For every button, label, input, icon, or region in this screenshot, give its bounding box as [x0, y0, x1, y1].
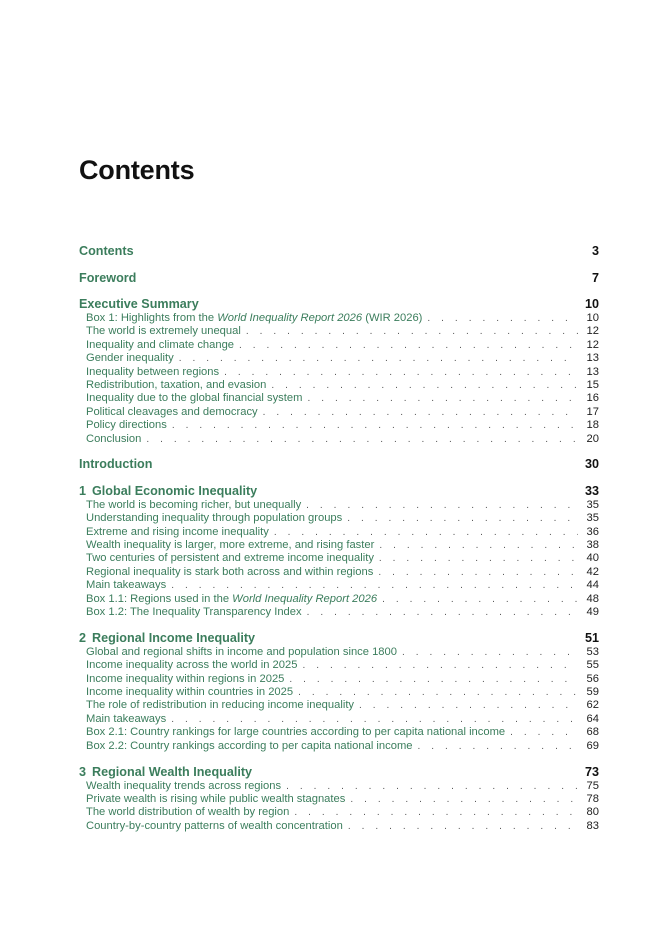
toc-page-number: 73 — [584, 764, 599, 779]
toc-page-number: 12 — [586, 325, 599, 338]
toc-page-number: 17 — [586, 405, 599, 418]
section-gap — [79, 446, 599, 457]
toc-page-number: 49 — [586, 606, 599, 619]
toc-subentry[interactable] — [79, 740, 599, 753]
toc-subentry[interactable] — [79, 806, 599, 819]
toc-dot-leader — [307, 392, 577, 405]
toc-dot-leader — [294, 806, 577, 819]
toc-subentry-title: The world distribution of wealth by region — [86, 806, 290, 819]
toc-subentry[interactable] — [79, 820, 599, 833]
toc-page-number: 33 — [584, 483, 599, 498]
toc-section-entry[interactable] — [79, 456, 599, 472]
toc-dot-leader — [348, 820, 578, 833]
toc-page-number: 80 — [586, 806, 599, 819]
toc-subentry[interactable] — [79, 579, 599, 592]
toc-section-title: Introduction — [79, 457, 153, 472]
toc-page-number: 30 — [584, 457, 599, 472]
toc-dot-leader — [271, 379, 577, 392]
toc-subentry-title: Policy directions — [86, 419, 167, 432]
toc-section-title: Contents — [79, 244, 134, 258]
toc-italic-title: World Inequality Report 2026 — [217, 312, 363, 324]
toc-subentry[interactable] — [79, 366, 599, 379]
toc-subentry[interactable] — [79, 325, 599, 338]
toc-subentry-title: Inequality between regions — [86, 365, 220, 378]
table-of-contents — [79, 243, 599, 833]
section-gap — [79, 619, 599, 630]
toc-section-entry[interactable] — [79, 296, 599, 312]
toc-subentry-title: Box 1: Highlights from the World Inequality Report 2026 (WIR 2026) — [86, 312, 423, 324]
toc-subentry[interactable] — [79, 593, 599, 606]
toc-subentry[interactable] — [79, 419, 599, 432]
toc-subentry-title: Income inequality across the world in 2025 — [86, 659, 298, 672]
toc-section-title: Global Economic Inequality — [92, 483, 258, 498]
toc-dot-leader — [510, 726, 577, 739]
toc-subentry-title: Gender inequality — [86, 352, 174, 365]
toc-subentry-title: Box 1.1: Regions used in the World Inequality Report 2026 — [86, 592, 378, 605]
toc-dot-leader — [172, 419, 578, 432]
toc-dot-leader — [378, 566, 577, 579]
toc-subentry-title: The world is becoming richer, but unequally — [86, 498, 302, 511]
toc-dot-leader — [298, 686, 577, 699]
toc-section-entry[interactable] — [79, 483, 599, 499]
toc-subentry-title: Conclusion — [86, 432, 142, 445]
toc-subentry-title: Redistribution, taxation, and evasion — [86, 378, 267, 391]
toc-page-number: 10 — [584, 297, 599, 311]
toc-page-number: 40 — [586, 552, 599, 565]
toc-page-number: 64 — [586, 712, 599, 725]
toc-section-title: Executive Summary — [79, 297, 199, 311]
toc-dot-leader — [379, 539, 577, 552]
toc-dot-leader — [306, 499, 577, 512]
toc-page-number: 56 — [586, 672, 599, 685]
toc-dot-leader — [239, 339, 578, 352]
toc-subentry-title: Two centuries of persistent and extreme income inequality — [86, 552, 374, 565]
section-gap — [79, 753, 599, 764]
toc-dot-leader — [263, 406, 578, 419]
toc-section-title: Regional Wealth Inequality — [92, 764, 253, 779]
toc-subentry-title: Main takeaways — [86, 579, 167, 592]
toc-subentry[interactable] — [79, 312, 599, 325]
toc-page-number: 13 — [586, 365, 599, 378]
toc-dot-leader — [274, 526, 578, 539]
toc-dot-leader — [350, 793, 577, 806]
toc-page-number: 68 — [586, 726, 599, 739]
toc-section-title: Foreword — [79, 270, 137, 285]
toc-subentry[interactable] — [79, 499, 599, 512]
toc-page-number: 36 — [586, 525, 599, 538]
toc-subentry[interactable] — [79, 526, 599, 539]
section-gap — [79, 472, 599, 483]
toc-page-number: 62 — [586, 699, 599, 712]
toc-subentry[interactable] — [79, 352, 599, 365]
toc-page-number: 13 — [586, 352, 599, 365]
toc-page-number: 55 — [586, 659, 599, 672]
toc-section-entry[interactable] — [79, 270, 599, 286]
toc-section-title: Regional Income Inequality — [92, 630, 256, 645]
toc-page-number: 10 — [586, 312, 599, 324]
toc-subentry[interactable] — [79, 780, 599, 793]
toc-dot-leader — [382, 593, 577, 606]
toc-page-number: 3 — [591, 244, 599, 258]
toc-dot-leader — [224, 366, 577, 379]
toc-subentry-title: Main takeaways — [86, 712, 167, 725]
toc-subentry-title: Extreme and rising income inequality — [86, 525, 269, 538]
toc-subentry-title: Regional inequality is stark both across and within regions — [86, 565, 374, 578]
toc-dot-leader — [359, 699, 578, 712]
toc-page-number: 69 — [586, 739, 599, 752]
toc-dot-leader — [246, 325, 578, 338]
toc-subentry[interactable] — [79, 539, 599, 552]
toc-section-entry[interactable] — [79, 243, 599, 259]
toc-subentry-title: Wealth inequality is larger, more extreme, and rising faster — [86, 539, 375, 552]
toc-page-number: 16 — [586, 392, 599, 405]
toc-subentry[interactable] — [79, 379, 599, 392]
toc-page-number: 38 — [586, 539, 599, 552]
toc-subentry-title: Box 2.2: Country rankings according to per capita national income — [86, 739, 413, 752]
toc-page-number: 48 — [586, 592, 599, 605]
toc-subentry-title: Income inequality within regions in 2025 — [86, 672, 285, 685]
toc-subentry[interactable] — [79, 512, 599, 525]
toc-section-entry[interactable] — [79, 630, 599, 646]
toc-page-number: 75 — [586, 779, 599, 792]
toc-subentry-title: The world is extremely unequal — [86, 325, 241, 338]
toc-subentry-title: Wealth inequality trends across regions — [86, 779, 282, 792]
toc-dot-leader — [171, 713, 577, 726]
toc-subentry[interactable] — [79, 433, 599, 446]
page-title: Contents — [79, 155, 195, 185]
toc-page-number: 42 — [586, 565, 599, 578]
toc-page-number: 12 — [586, 338, 599, 351]
toc-subentry-title: Income inequality within countries in 2025 — [86, 686, 294, 699]
toc-section-entry[interactable] — [79, 764, 599, 780]
toc-page-number: 78 — [586, 792, 599, 805]
toc-dot-leader — [286, 780, 577, 793]
toc-subentry-title: Inequality and climate change — [86, 338, 235, 351]
toc-subentry-title: Understanding inequality through population groups — [86, 512, 343, 525]
toc-dot-leader — [427, 312, 577, 325]
toc-subentry[interactable] — [79, 646, 599, 659]
toc-subentry[interactable] — [79, 699, 599, 712]
toc-subentry-title: Box 2.1: Country rankings for large countries according to per capita national income — [86, 726, 506, 739]
toc-page-number: 51 — [584, 630, 599, 645]
toc-subentry[interactable] — [79, 673, 599, 686]
toc-subentry-title: Private wealth is rising while public wealth stagnates — [86, 792, 346, 805]
toc-chapter-number: 3 — [79, 764, 87, 779]
toc-subentry-title: The role of redistribution in reducing income inequality — [86, 699, 355, 712]
toc-subentry-title: Box 1.2: The Inequality Transparency Index — [86, 606, 302, 619]
toc-subentry-title: Country-by-country patterns of wealth concentration — [86, 819, 343, 832]
toc-dot-leader — [347, 512, 577, 525]
toc-dot-leader — [146, 433, 577, 446]
toc-dot-leader — [289, 673, 577, 686]
toc-page-number: 15 — [586, 378, 599, 391]
toc-chapter-number: 1 — [79, 483, 87, 498]
toc-italic-title: World Inequality Report 2026 — [232, 592, 378, 605]
toc-dot-leader — [307, 606, 578, 619]
toc-dot-leader — [402, 646, 578, 659]
toc-dot-leader — [418, 740, 578, 753]
section-gap — [79, 286, 599, 297]
toc-subentry[interactable] — [79, 793, 599, 806]
toc-dot-leader — [302, 659, 577, 672]
toc-page-number: 83 — [586, 819, 599, 832]
toc-subentry[interactable] — [79, 339, 599, 352]
toc-dot-leader — [171, 579, 577, 592]
toc-page-number: 35 — [586, 498, 599, 511]
toc-subentry[interactable] — [79, 686, 599, 699]
toc-subentry-title: Political cleavages and democracy — [86, 405, 258, 418]
toc-page-number: 18 — [586, 419, 599, 432]
toc-subentry[interactable] — [79, 406, 599, 419]
toc-subentry[interactable] — [79, 606, 599, 619]
toc-subentry[interactable] — [79, 566, 599, 579]
toc-subentry[interactable] — [79, 659, 599, 672]
toc-page-number: 59 — [586, 686, 599, 699]
toc-page-number: 53 — [586, 645, 599, 658]
toc-subentry[interactable] — [79, 713, 599, 726]
toc-page-number: 35 — [586, 512, 599, 525]
toc-dot-leader — [179, 352, 578, 365]
toc-dot-leader — [379, 552, 578, 565]
toc-page-number: 20 — [586, 432, 599, 445]
section-gap — [79, 259, 599, 270]
toc-subentry-title: Global and regional shifts in income and population since 1800 — [86, 645, 397, 658]
toc-chapter-number: 2 — [79, 630, 87, 645]
toc-subentry[interactable] — [79, 726, 599, 739]
toc-subentry-title: Inequality due to the global financial system — [86, 392, 303, 405]
toc-subentry[interactable] — [79, 552, 599, 565]
toc-page-number: 7 — [591, 270, 599, 285]
toc-page-number: 44 — [586, 579, 599, 592]
toc-subentry[interactable] — [79, 392, 599, 405]
